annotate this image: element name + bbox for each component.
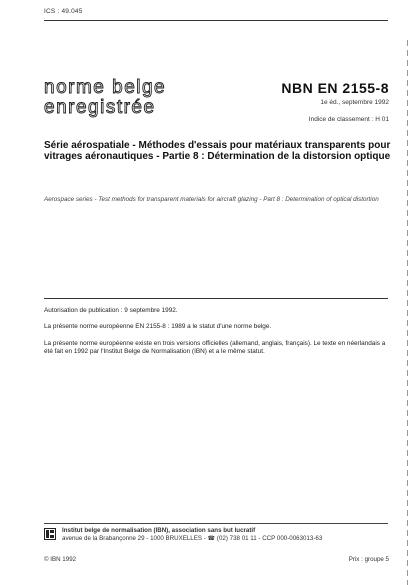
middle-rule — [44, 298, 388, 299]
institute-address: avenue de la Brabançonne 29 - 1000 BRUXELLES - ☎ (02) 738 01 11 - CCP 000-0063013-63 — [62, 535, 323, 542]
brand-line-2: enregistrée — [44, 97, 156, 118]
document-title-en: Aerospace series - Test methods for transparent materials for aircraft glazing - Part 8 : Determination of optical distortion — [44, 196, 379, 203]
price-group: Prix : groupe 5 — [348, 556, 389, 563]
standard-number: NBN EN 2155-8 — [281, 80, 389, 96]
footer-rule — [44, 523, 388, 524]
publication-authorisation: Autorisation de publication : 9 septembre 1992. — [44, 307, 178, 314]
brand-line-1: norme belge — [44, 77, 167, 98]
standard-edition: 1e éd., septembre 1992 — [320, 99, 389, 106]
ics-code: ICS : 49.045 — [44, 8, 83, 15]
scan-edge-line — [407, 40, 408, 585]
status-paragraph: La présente norme européenne EN 2155-8 : 1989 a le statut d'une norme belge. — [44, 323, 272, 330]
ibn-logo-icon — [44, 528, 56, 540]
top-rule — [44, 20, 388, 21]
versions-paragraph: La présente norme européenne existe en trois versions officielles (allemand, anglais, français). Le texte en néerlandais a été fait en 1992 par l'Institut Belge de Normalisation (IBN) et a le même statut. — [44, 340, 386, 355]
institute-name: Institut belge de normalisation (IBN), association sans but lucratif — [62, 527, 256, 534]
classification-index: Indice de classement : H 01 — [308, 116, 389, 123]
copyright-notice: © IBN 1992 — [44, 556, 77, 563]
document-title-fr: Série aérospatiale - Méthodes d'essais pour matériaux transparents pour vitrages aéronautiques - Partie 8 : Détermination de la distorsion optique — [44, 140, 391, 162]
